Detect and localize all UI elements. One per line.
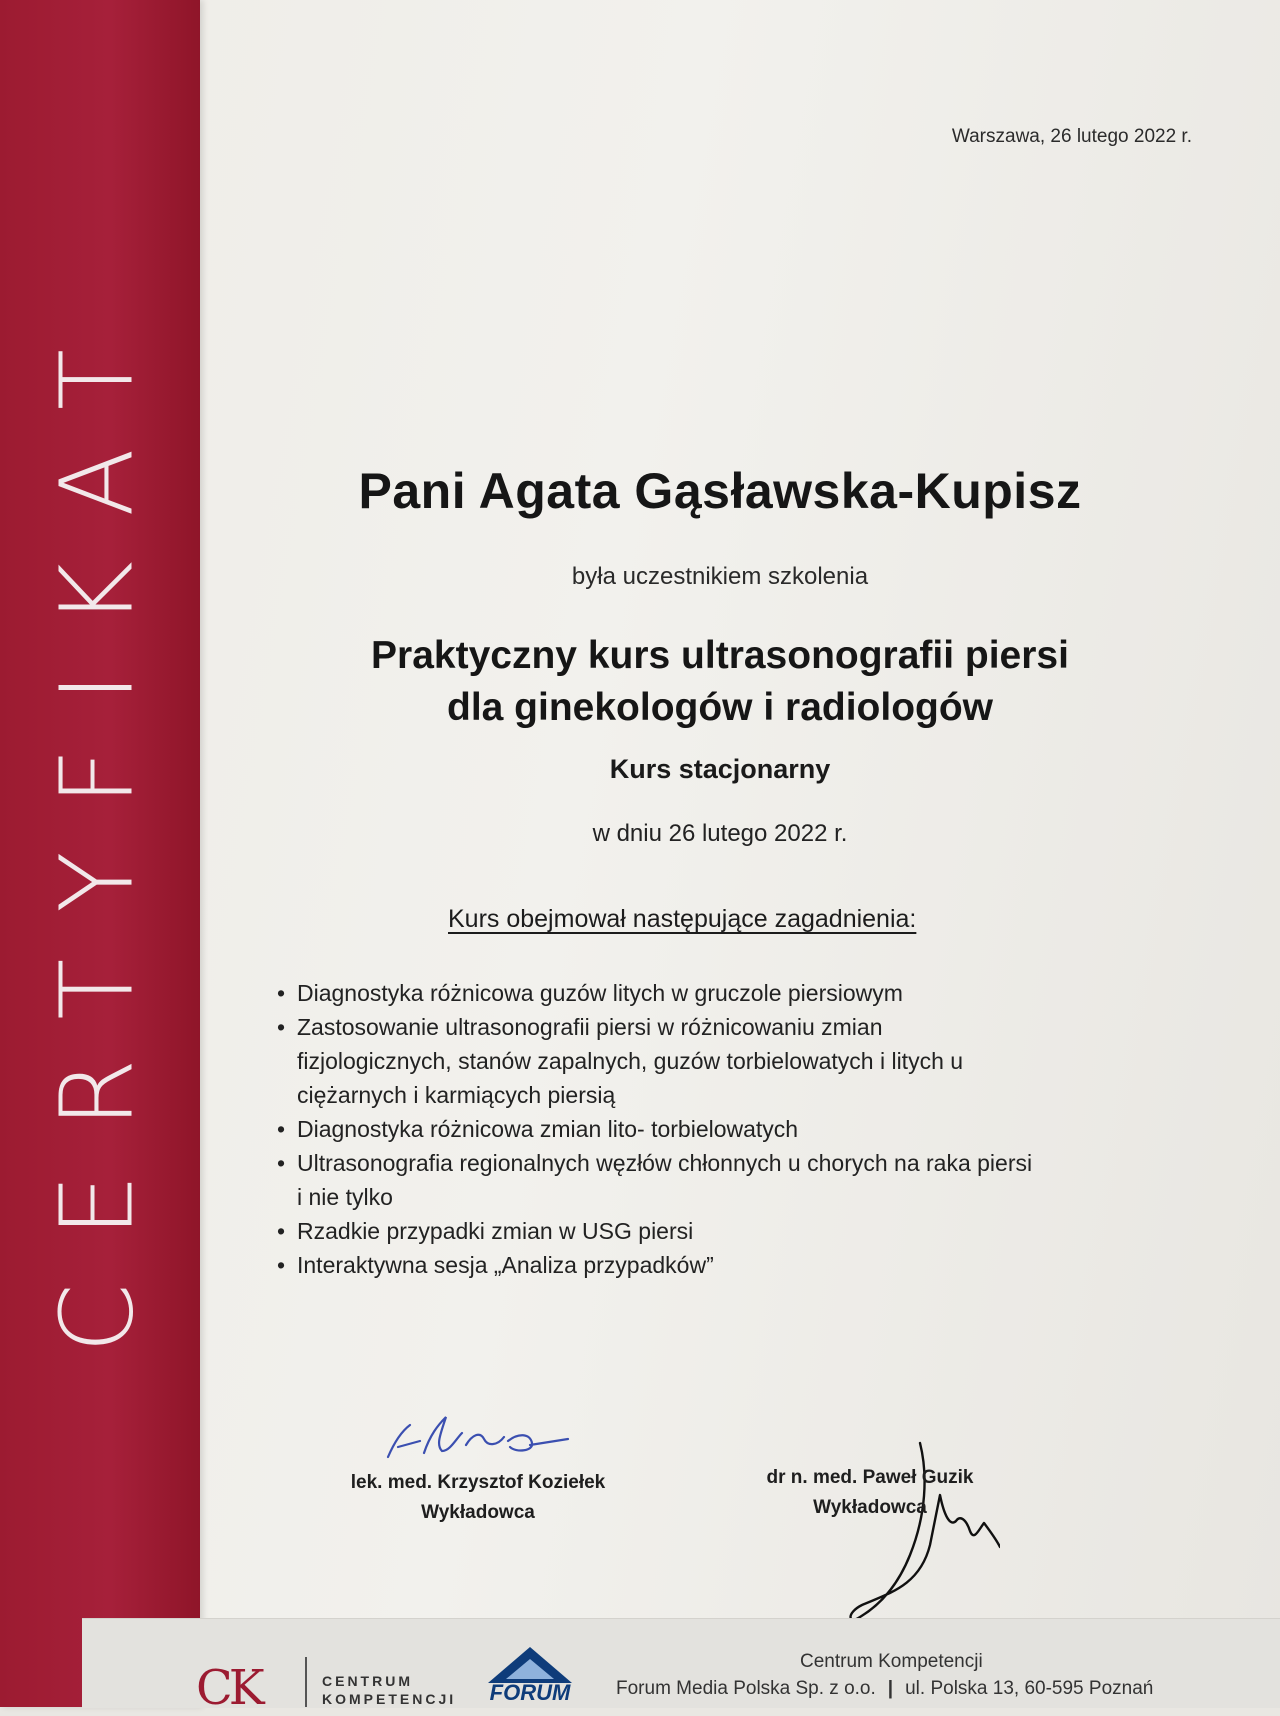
- ck-name-line-1: CENTRUM: [322, 1673, 413, 1689]
- participation-text: była uczestnikiem szkolenia: [571, 563, 869, 590]
- topics-heading: Kurs obejmował następujące zagadnienia:: [448, 905, 917, 933]
- signer-1: [318, 1468, 638, 1528]
- place-and-date: Warszawa, 26 lutego 2022 r.: [951, 126, 1192, 147]
- ck-name: [322, 1672, 456, 1708]
- signer-2: [735, 1463, 1005, 1523]
- footer-address-line: [616, 1678, 1153, 1700]
- course-title: [230, 630, 1210, 734]
- topic-item: • Zastosowanie ultrasonografii piersi w różnicowaniu zmian fizjologicznych, stanów zapalnych, guzów torbielowatych i litych u ciężarnych i karmiących piersią: [275, 1010, 1035, 1112]
- recipient-name: Pani Agata Gąsławska-Kupisz: [358, 463, 1082, 519]
- topic-item: • Rzadkie przypadki zmian w USG piersi: [275, 1214, 1035, 1248]
- footer-company: Centrum Kompetencji: [800, 1651, 983, 1672]
- signer-1-name: lek. med. Krzysztof Koziełek: [350, 1472, 606, 1493]
- topic-item: • Diagnostyka różnicowa zmian lito- torbielowatych: [275, 1112, 1035, 1146]
- topics-list: [275, 976, 1035, 1282]
- course-mode: Kurs stacjonarny: [609, 754, 831, 784]
- course-title-line-2: dla ginekologów i radiologów: [447, 686, 993, 729]
- footer-publisher: Forum Media Polska Sp. z o.o.: [616, 1678, 876, 1699]
- ck-name-line-2: KOMPETENCJI: [322, 1691, 457, 1707]
- topic-item: • Diagnostyka różnicowa guzów litych w gruczole piersiowym: [275, 976, 1035, 1010]
- course-date: w dniu 26 lutego 2022 r.: [592, 820, 848, 847]
- topic-item: • Interaktywna sesja „Analiza przypadków”: [275, 1248, 1035, 1282]
- signer-1-role: Wykładowca: [421, 1502, 535, 1523]
- signer-2-role: Wykładowca: [813, 1497, 927, 1518]
- logo-divider: [305, 1657, 307, 1707]
- signer-2-name: dr n. med. Paweł Guzik: [766, 1467, 974, 1488]
- signature-1: [380, 1405, 580, 1465]
- band-certificate-word: CERTYFIKAT: [38, 303, 156, 1353]
- ck-logo: CK: [196, 1660, 261, 1716]
- course-title-line-1: Praktyczny kurs ultrasonografii piersi: [371, 634, 1069, 677]
- footer-address: ul. Polska 13, 60-595 Poznań: [905, 1678, 1154, 1699]
- topic-item: • Ultrasonografia regionalnych węzłów chłonnych u chorych na raka piersi i nie tylko: [275, 1146, 1035, 1214]
- left-red-band: [0, 0, 200, 1707]
- footer-separator: |: [887, 1678, 894, 1699]
- forum-logo-text: FORUM: [489, 1680, 571, 1705]
